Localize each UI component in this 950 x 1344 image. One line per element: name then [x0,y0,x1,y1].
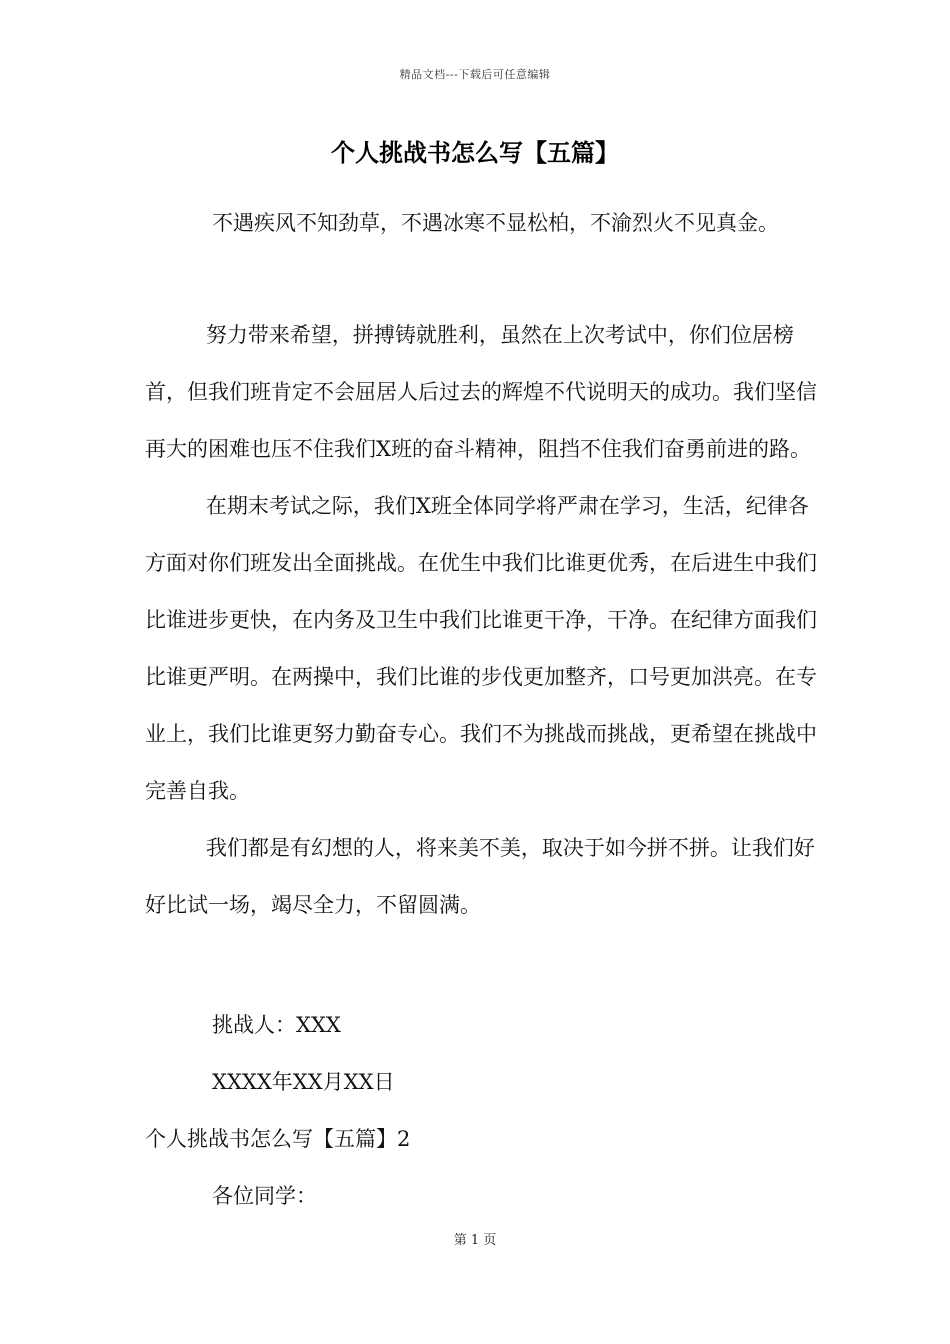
body-paragraph-3: 我们都是有幻想的人，将来美不美，取决于如今拼不拼。让我们好好比试一场，竭尽全力，不留圆满。 [145,836,815,917]
body-paragraph-1: 努力带来希望，拼搏铸就胜利，虽然在上次考试中，你们位居榜首，但我们班肯定不会屈居人后过去的辉煌不代说明天的成功。我们坚信再大的困难也压不住我们X班的奋斗精神，阻挡不住我们奋勇前进的路。 [145,323,817,461]
second-section-title: 个人挑战书怎么写【五篇】2 [145,1127,411,1151]
body-paragraph-2: 在期末考试之际，我们X班全体同学将严肃在学习，生活，纪律各方面对你们班发出全面挑战。在优生中我们比谁更优秀，在后进生中我们比谁进步更快，在内务及卫生中我们比谁更干净，干净。在纪律方面我们比谁更严明。在两操中，我们比谁的步伐更加整齐，口号更加洪亮。在专业上，我们比谁更努力勤奋专心。我们不为挑战而挑战，更希望在挑战中完善自我。 [145,494,817,803]
document-title: 个人挑战书怎么写【五篇】 [331,138,619,167]
signer-line: 挑战人：XXX [212,1013,341,1037]
document-body [145,307,825,934]
salutation: 各位同学： [212,1184,317,1208]
opening-quote: 不遇疾风不知劲草，不遇冰寒不显松柏，不渝烈火不见真金。 [212,211,779,235]
page-number: 第 1 页 [453,1233,497,1248]
date-line: XXXX年XX月XX日 [212,1070,395,1094]
page-header: 精品文档---下载后可任意编辑 [399,68,551,81]
